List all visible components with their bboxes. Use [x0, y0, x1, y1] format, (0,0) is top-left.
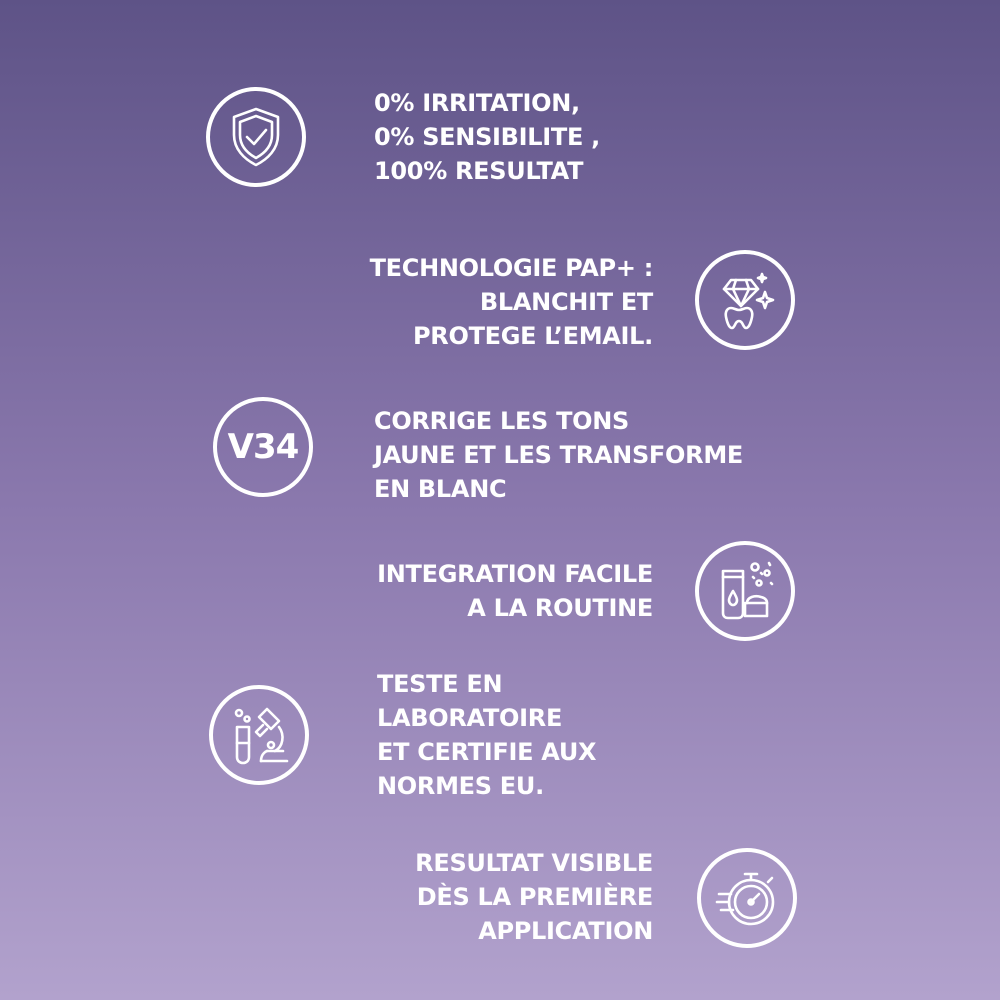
v34-badge: [213, 397, 313, 497]
lab-microscope-icon: [209, 685, 309, 785]
feature-visible-result-text: RESULTAT VISIBLE DÈS LA PREMIÈRE APPLICATION: [415, 849, 653, 945]
feature-irritation-text: 0% IRRITATION, 0% SENSIBILITE , 100% RESULTAT: [374, 89, 600, 185]
feature-v34-text: CORRIGE LES TONS JAUNE ET LES TRANSFORME EN BLANC: [374, 407, 743, 503]
feature-pap-technology-text: TECHNOLOGIE PAP+ : BLANCHIT ET PROTEGE L’EMAIL.: [369, 254, 653, 350]
stopwatch-icon: [697, 848, 797, 948]
cosmetic-products-icon: [695, 541, 795, 641]
feature-routine-text: INTEGRATION FACILE A LA ROUTINE: [377, 560, 653, 622]
diamond-tooth-icon: [695, 250, 795, 350]
feature-lab-tested-text: TESTE EN LABORATOIRE ET CERTIFIE AUX NORMES EU.: [377, 670, 597, 800]
shield-check-icon: [206, 87, 306, 187]
v34-badge-label: V34: [227, 427, 299, 467]
